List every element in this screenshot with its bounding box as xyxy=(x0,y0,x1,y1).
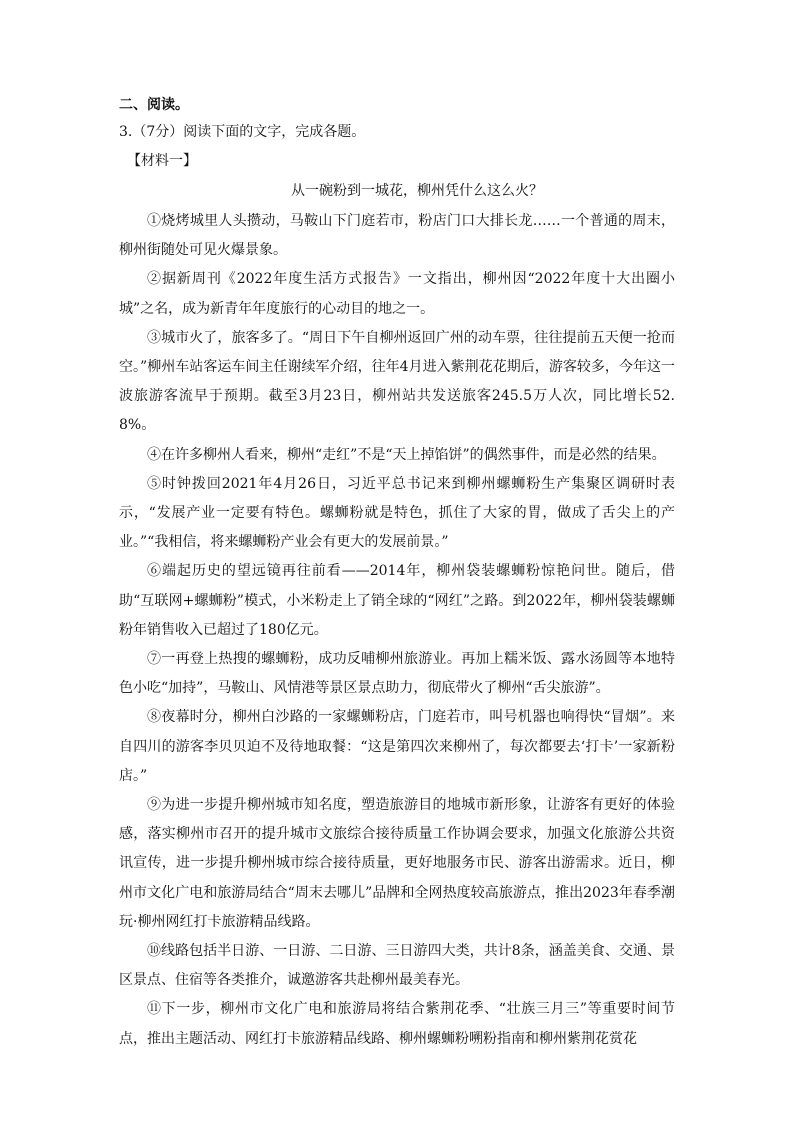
paragraph-7: ⑦一再登上热搜的螺蛳粉，成功反哺柳州旅游业。再加上糯米饭、露水汤圆等本地特色小吃“加持”，马鞍山、风情港等景区景点助力，彻底带火了柳州“舌尖旅游”。 xyxy=(119,651,675,697)
paragraph-10: ⑩线路包括半日游、一日游、二日游、三日游四大类，共计8条，涵盖美食、交通、景区景点、住宿等各类推介，诚邀游客共赴柳州最美春光。 xyxy=(119,943,675,989)
paragraph-2: ②据新周刊《2022年度生活方式报告》一文指出，柳州因“2022年度十大出圈小城”之名，成为新青年年度旅行的心动目的地之一。 xyxy=(119,271,675,317)
document-content xyxy=(119,93,675,1054)
paragraph-4: ④在许多柳州人看来，柳州“走红”不是“天上掉馅饼”的偶然事件，而是必然的结果。 xyxy=(147,446,666,463)
paragraph-8: ⑧夜幕时分，柳州白沙路的一家螺蛳粉店，门庭若市，叫号机器也响得快“冒烟”。来自四川的游客李贝贝迫不及待地取餐：“这是第四次来柳州了，每次都要去‘打卡’一家新粉店。” xyxy=(119,709,675,784)
paragraph-11: ⑪下一步，柳州市文化广电和旅游局将结合紫荆花季、“壮族三月三”等重要时间节点，推出主题活动、网红打卡旅游精品线路、柳州螺蛳粉嗍粉指南和柳州紫荆花赏花 xyxy=(119,1001,675,1047)
question-prompt: 3.（7分）阅读下面的文字，完成各题。 xyxy=(119,124,366,140)
paragraph-3: ③城市火了，旅客多了。“周日下午自柳州返回广州的动车票，往往提前五天便一抢而空。”柳州车站客运车间主任谢续军介绍，往年4月进入紫荆花花期后，游客较多，今年这一波旅游客流早于预期。截至3月23日，柳州站共发送旅客245.5万人次，同比增长52.8%。 xyxy=(119,329,675,434)
article-title: 从一碗粉到一城花，柳州凭什么这么火？ xyxy=(291,183,543,199)
section-heading: 二、阅读。 xyxy=(119,97,189,113)
paragraph-9: ⑨为进一步提升柳州城市知名度，塑造旅游目的地城市新形象，让游客有更好的体验感，落实柳州市召开的提升城市文旅综合接待质量工作协调会要求，加强文化旅游公共资讯宣传，进一步提升柳州城市综合接待质量，更好地服务市民、游客出游需求。近日，柳州市文化广电和旅游局结合“周末去哪儿”品牌和全网热度较高旅游点，推出2023年春季潮玩·柳州网红打卡旅游精品线路。 xyxy=(119,797,675,930)
material-label: 【材料一】 xyxy=(127,153,197,169)
paragraph-5: ⑤时钟拨回2021年4月26日，习近平总书记来到柳州螺蛳粉生产集聚区调研时表示，“发展产业一定要有特色。螺蛳粉就是特色，抓住了大家的胃，做成了舌尖上的产业。”“我相信，将来螺蛳粉产业会有更大的发展前景。” xyxy=(119,475,675,551)
paragraph-1: ①烧烤城里人头攒动，马鞍山下门庭若市，粉店门口大排长龙……一个普通的周末，柳州街随处可见火爆景象。 xyxy=(119,213,675,259)
paragraph-6: ⑥端起历史的望远镜再往前看——2014年，柳州袋装螺蛳粉惊艳问世。随后，借助“互联网+螺蛳粉”模式，小米粉走上了销全球的“网红”之路。到2022年，柳州袋装螺蛳粉年销售收入已超过了180亿元。 xyxy=(119,563,675,638)
